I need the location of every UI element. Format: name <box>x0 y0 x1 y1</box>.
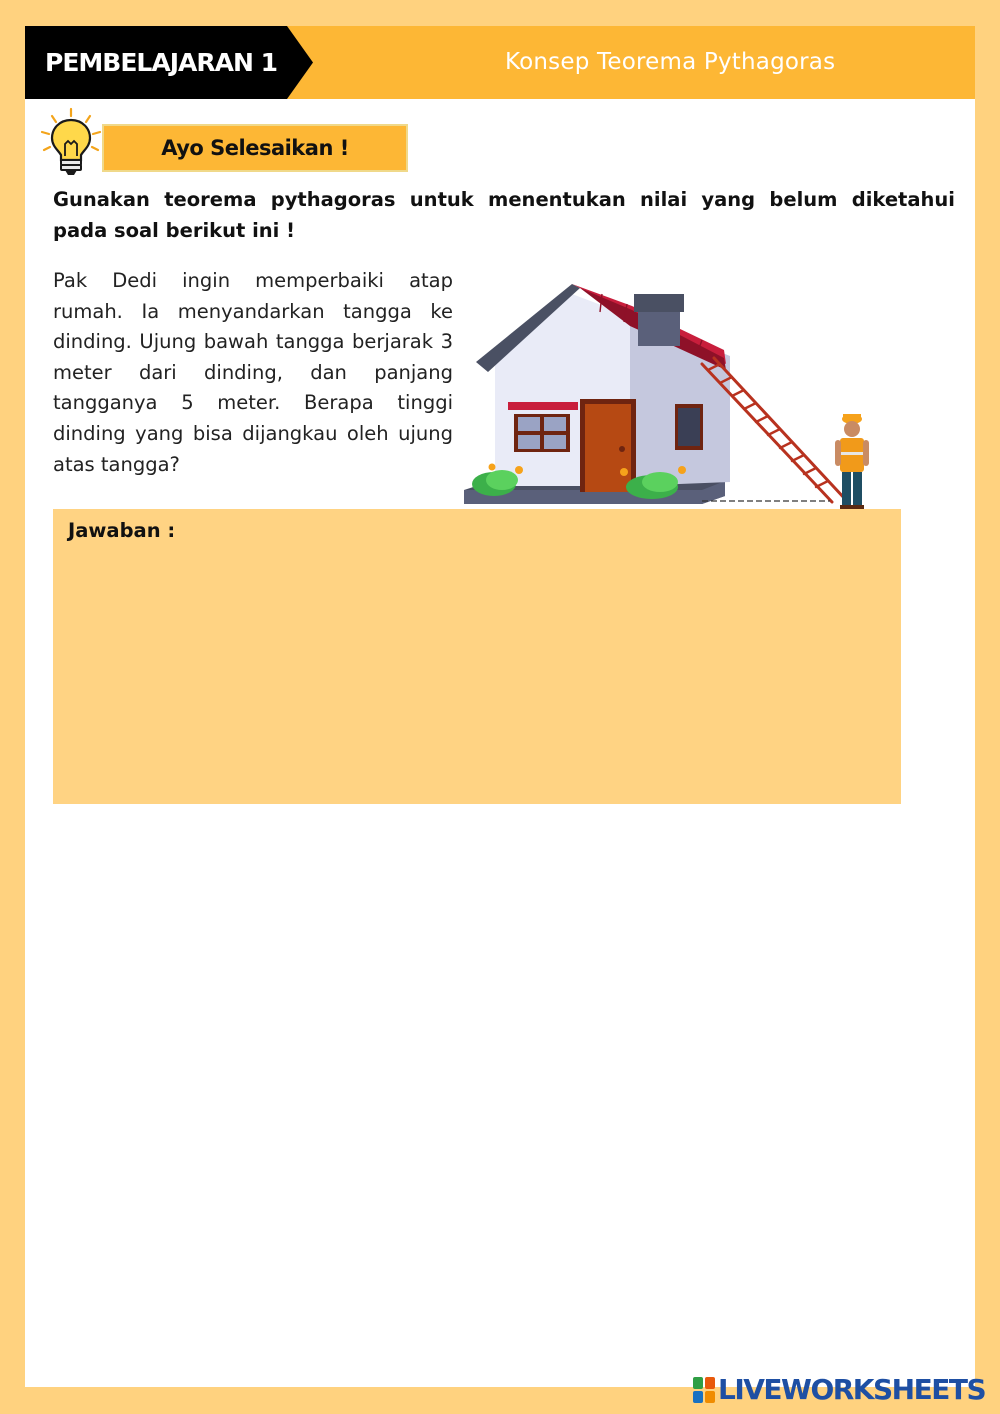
lesson-label: PEMBELAJARAN 1 <box>45 48 277 77</box>
question-text: Pak Dedi ingin memperbaiki atap rumah. Ia menyandarkan tangga ke dinding. Ujung bawah tangga berjarak 3 meter dari dinding, dan panjang tangganya 5 meter. Berapa tinggi dinding yang bisa dijangkau oleh ujung atas tangga? <box>53 269 453 476</box>
section-label: Ayo Selesaikan ! <box>102 124 408 172</box>
lesson-tab <box>25 26 313 99</box>
answer-label: Jawaban : <box>68 519 176 542</box>
header-bar <box>25 26 975 99</box>
liveworksheets-brand[interactable] <box>693 1372 985 1408</box>
instruction-text: Gunakan teorema pythagoras untuk menentukan nilai yang belum diketahui pada soal berikut ini ! <box>53 188 955 242</box>
brand-text: LIVEWORKSHEETS <box>718 1373 986 1406</box>
house-illustration <box>462 254 892 516</box>
lightbulb-icon <box>40 106 102 178</box>
worksheet-page <box>25 26 975 1387</box>
answer-box[interactable] <box>53 509 901 804</box>
house-icon <box>464 284 730 504</box>
topic-title: Konsep Teorema Pythagoras <box>505 49 836 75</box>
liveworksheets-logo-icon <box>693 1377 715 1403</box>
